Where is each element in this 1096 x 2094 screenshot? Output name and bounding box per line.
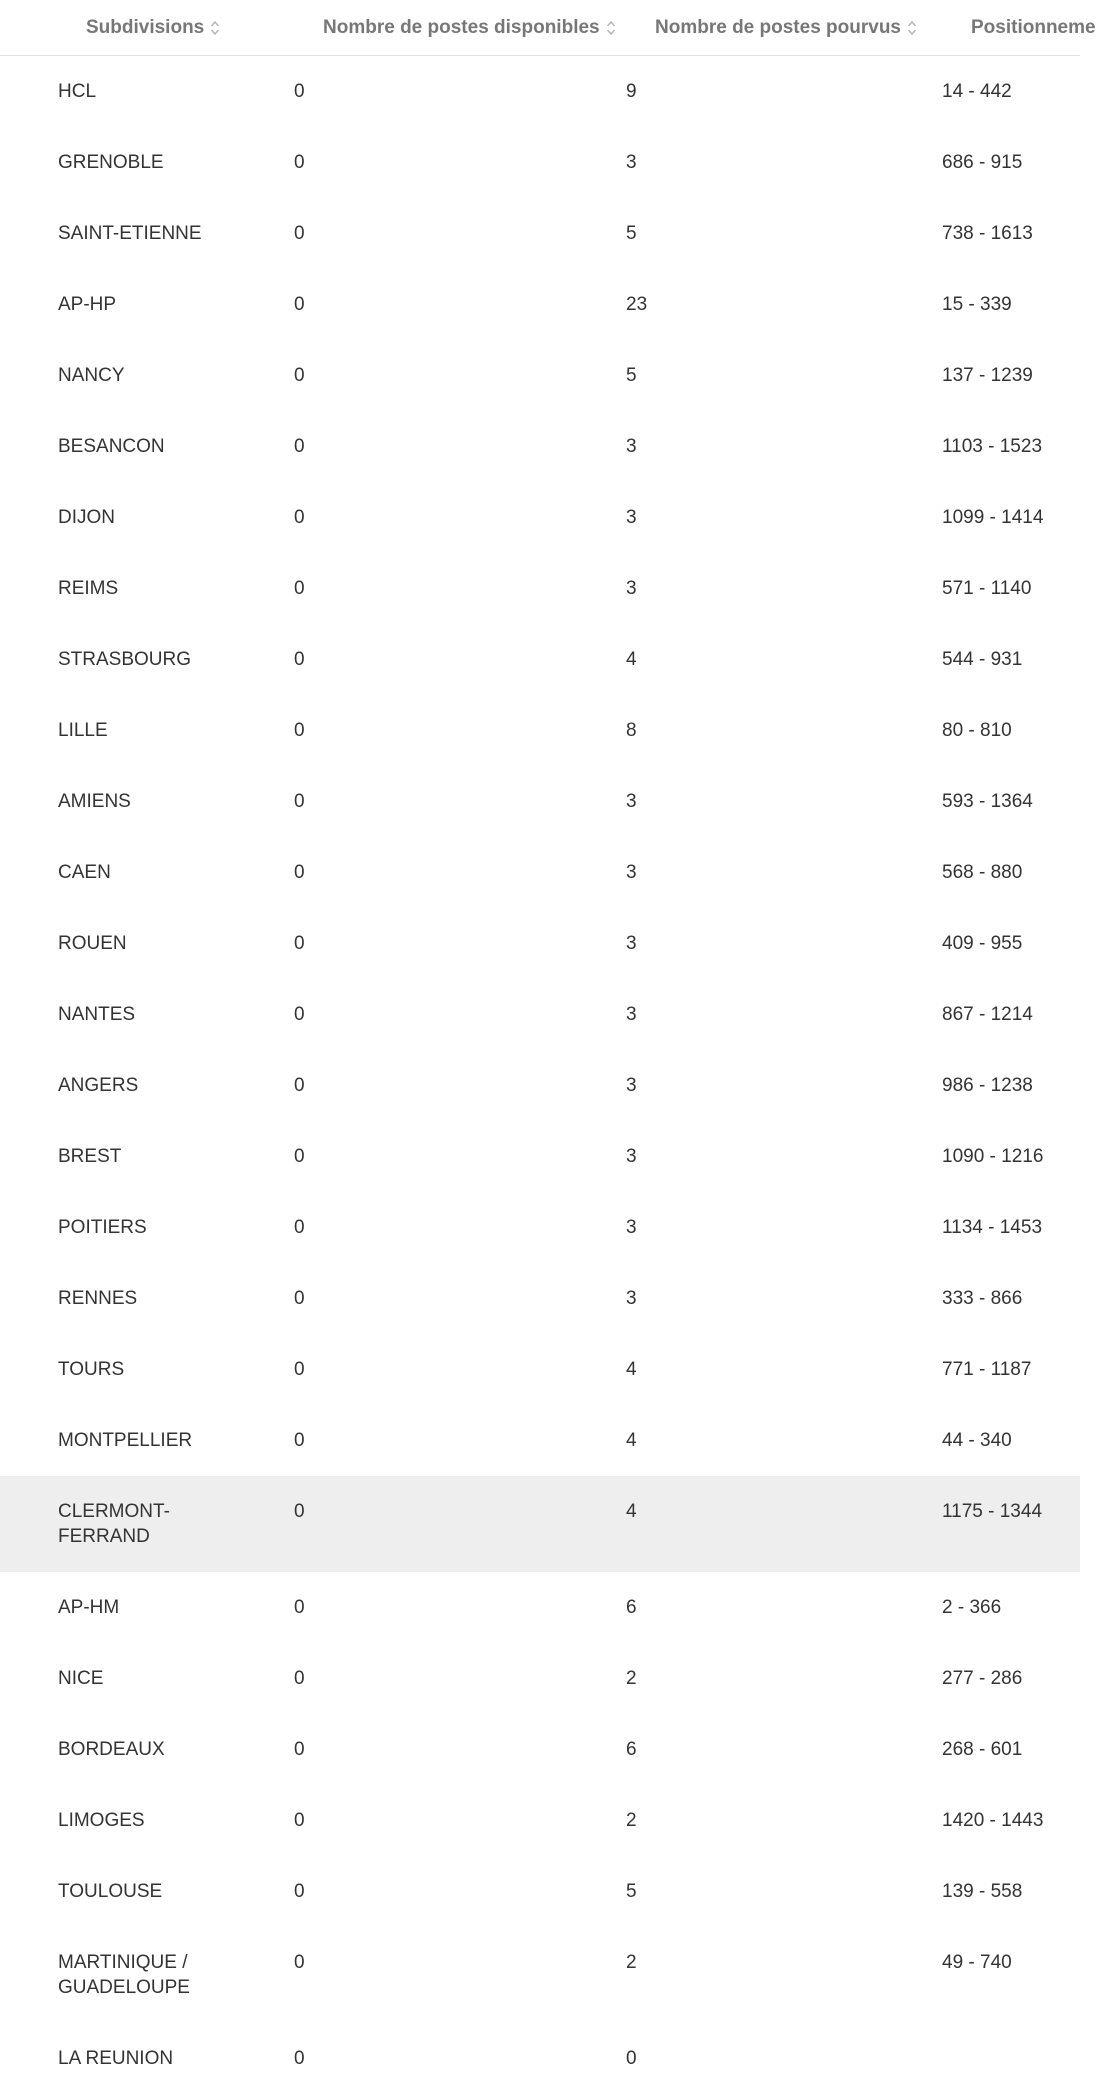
cell-postes-disponibles: 0 xyxy=(294,1430,305,1451)
cell-postes-disponibles: 0 xyxy=(294,1146,305,1167)
cell-subdivision: NANCY xyxy=(58,365,125,386)
table-row[interactable] xyxy=(0,1856,1080,1927)
cell-postes-disponibles: 0 xyxy=(294,2048,305,2069)
cell-postes-pourvus: 3 xyxy=(626,791,637,812)
cell-positionnement: 738 - 1613 xyxy=(942,223,1033,244)
cell-subdivision: TOURS xyxy=(58,1359,125,1380)
cell-positionnement: 49 - 740 xyxy=(942,1952,1012,1973)
cell-postes-disponibles: 0 xyxy=(294,649,305,670)
cell-postes-disponibles: 0 xyxy=(294,507,305,528)
cell-postes-pourvus: 3 xyxy=(626,436,637,457)
cell-positionnement: 139 - 558 xyxy=(942,1881,1023,1902)
cell-postes-pourvus: 3 xyxy=(626,1075,637,1096)
table-body xyxy=(0,56,1080,2094)
table-row[interactable] xyxy=(0,979,1080,1050)
cell-postes-disponibles: 0 xyxy=(294,81,305,102)
cell-subdivision: NANTES xyxy=(58,1004,136,1025)
cell-positionnement: 409 - 955 xyxy=(942,933,1023,954)
table-row[interactable] xyxy=(0,269,1080,340)
cell-postes-pourvus: 2 xyxy=(626,1810,637,1831)
cell-postes-disponibles: 0 xyxy=(294,436,305,457)
table-row[interactable] xyxy=(0,482,1080,553)
cell-postes-disponibles: 0 xyxy=(294,862,305,883)
cell-postes-pourvus: 0 xyxy=(626,2048,637,2069)
cell-positionnement: 14 - 442 xyxy=(942,81,1012,102)
cell-positionnement: 15 - 339 xyxy=(942,294,1012,315)
table-row[interactable] xyxy=(0,1927,1080,2023)
cell-positionnement: 986 - 1238 xyxy=(942,1075,1033,1096)
cell-postes-pourvus: 3 xyxy=(626,1217,637,1238)
column-header-label: Positionneme xyxy=(971,16,1096,38)
cell-subdivision: SAINT-ETIENNE xyxy=(58,223,202,244)
cell-subdivision: RENNES xyxy=(58,1288,138,1309)
column-header-subdivisions[interactable] xyxy=(86,0,220,55)
cell-postes-disponibles: 0 xyxy=(294,1217,305,1238)
cell-subdivision: CLERMONT-FERRAND xyxy=(58,1501,170,1547)
table-row[interactable] xyxy=(0,1476,1080,1572)
cell-subdivision: GRENOBLE xyxy=(58,152,164,173)
cell-postes-pourvus: 5 xyxy=(626,365,637,386)
cell-postes-pourvus: 5 xyxy=(626,223,637,244)
table-row[interactable] xyxy=(0,1405,1080,1476)
cell-positionnement: 1175 - 1344 xyxy=(942,1501,1043,1522)
cell-subdivision: TOULOUSE xyxy=(58,1881,163,1902)
table-row[interactable] xyxy=(0,1263,1080,1334)
cell-subdivision: STRASBOURG xyxy=(58,649,192,670)
cell-subdivision: LA REUNION xyxy=(58,2048,174,2069)
cell-postes-pourvus: 6 xyxy=(626,1597,637,1618)
cell-postes-pourvus: 6 xyxy=(626,1739,637,1760)
cell-subdivision: MONTPELLIER xyxy=(58,1430,193,1451)
table-row[interactable] xyxy=(0,1643,1080,1714)
table-row[interactable] xyxy=(0,908,1080,979)
cell-subdivision: HCL xyxy=(58,81,97,102)
cell-subdivision: CAEN xyxy=(58,862,111,883)
table-row[interactable] xyxy=(0,1785,1080,1856)
cell-postes-pourvus: 4 xyxy=(626,1430,637,1451)
cell-postes-pourvus: 2 xyxy=(626,1668,637,1689)
table-row[interactable] xyxy=(0,56,1080,127)
cell-postes-disponibles: 0 xyxy=(294,223,305,244)
sort-icon xyxy=(907,18,917,38)
table-header xyxy=(0,0,1096,56)
column-header-label: Nombre de postes pourvus xyxy=(655,16,901,38)
table-row[interactable] xyxy=(0,198,1080,269)
cell-postes-pourvus: 23 xyxy=(626,294,648,315)
cell-positionnement: 44 - 340 xyxy=(942,1430,1012,1451)
table-row[interactable] xyxy=(0,837,1080,908)
cell-postes-disponibles: 0 xyxy=(294,791,305,812)
column-header-label: Subdivisions xyxy=(86,16,205,38)
cell-postes-pourvus: 3 xyxy=(626,578,637,599)
cell-positionnement: 568 - 880 xyxy=(942,862,1023,883)
cell-positionnement: 1099 - 1414 xyxy=(942,507,1044,528)
cell-postes-disponibles: 0 xyxy=(294,365,305,386)
table-row[interactable] xyxy=(0,695,1080,766)
cell-subdivision: BESANCON xyxy=(58,436,165,457)
sort-icon xyxy=(210,18,220,38)
table-row[interactable] xyxy=(0,1192,1080,1263)
cell-positionnement: 2 - 366 xyxy=(942,1597,1002,1618)
cell-subdivision: NICE xyxy=(58,1668,104,1689)
table-row[interactable] xyxy=(0,1050,1080,1121)
sort-icon xyxy=(606,18,616,38)
cell-postes-disponibles: 0 xyxy=(294,1881,305,1902)
table-row[interactable] xyxy=(0,766,1080,837)
cell-positionnement: 867 - 1214 xyxy=(942,1004,1033,1025)
cell-subdivision: ANGERS xyxy=(58,1075,139,1096)
cell-postes-pourvus: 4 xyxy=(626,649,637,670)
cell-postes-disponibles: 0 xyxy=(294,1004,305,1025)
cell-positionnement: 1103 - 1523 xyxy=(942,436,1043,457)
cell-subdivision: DIJON xyxy=(58,507,115,528)
cell-postes-pourvus: 3 xyxy=(626,507,637,528)
cell-positionnement: 544 - 931 xyxy=(942,649,1023,670)
cell-postes-disponibles: 0 xyxy=(294,1668,305,1689)
cell-postes-pourvus: 8 xyxy=(626,720,637,741)
cell-subdivision: AP-HP xyxy=(58,294,117,315)
cell-postes-pourvus: 3 xyxy=(626,862,637,883)
cell-postes-pourvus: 4 xyxy=(626,1501,637,1522)
cell-postes-pourvus: 3 xyxy=(626,152,637,173)
column-header-label: Nombre de postes disponibles xyxy=(323,16,600,38)
cell-postes-disponibles: 0 xyxy=(294,1288,305,1309)
table-row[interactable] xyxy=(0,127,1080,198)
cell-postes-disponibles: 0 xyxy=(294,578,305,599)
cell-positionnement: 571 - 1140 xyxy=(942,578,1032,599)
cell-postes-disponibles: 0 xyxy=(294,294,305,315)
cell-postes-disponibles: 0 xyxy=(294,1501,305,1522)
cell-postes-pourvus: 2 xyxy=(626,1952,637,1973)
table-row[interactable] xyxy=(0,411,1080,482)
cell-postes-disponibles: 0 xyxy=(294,1359,305,1380)
cell-subdivision: BORDEAUX xyxy=(58,1739,165,1760)
cell-positionnement: 1134 - 1453 xyxy=(942,1217,1043,1238)
cell-subdivision: MARTINIQUE / GUADELOUPE xyxy=(58,1952,190,1998)
cell-subdivision: POITIERS xyxy=(58,1217,147,1238)
cell-positionnement: 80 - 810 xyxy=(942,720,1012,741)
cell-positionnement: 1090 - 1216 xyxy=(942,1146,1044,1167)
cell-subdivision: AMIENS xyxy=(58,791,131,812)
cell-postes-pourvus: 4 xyxy=(626,1359,637,1380)
cell-postes-disponibles: 0 xyxy=(294,933,305,954)
cell-postes-disponibles: 0 xyxy=(294,1739,305,1760)
cell-positionnement: 137 - 1239 xyxy=(942,365,1033,386)
cell-positionnement: 333 - 866 xyxy=(942,1288,1023,1309)
cell-postes-disponibles: 0 xyxy=(294,720,305,741)
cell-subdivision: BREST xyxy=(58,1146,122,1167)
cell-positionnement: 277 - 286 xyxy=(942,1668,1023,1689)
cell-postes-pourvus: 9 xyxy=(626,81,637,102)
cell-postes-disponibles: 0 xyxy=(294,1075,305,1096)
column-header-positionnement[interactable] xyxy=(971,0,1096,55)
table-row[interactable] xyxy=(0,1714,1080,1785)
table-row[interactable] xyxy=(0,553,1080,624)
table-row[interactable] xyxy=(0,340,1080,411)
cell-postes-disponibles: 0 xyxy=(294,1597,305,1618)
cell-postes-pourvus: 3 xyxy=(626,1288,637,1309)
cell-positionnement: 686 - 915 xyxy=(942,152,1023,173)
cell-subdivision: LIMOGES xyxy=(58,1810,145,1831)
cell-subdivision: ROUEN xyxy=(58,933,127,954)
table-row[interactable] xyxy=(0,1334,1080,1405)
cell-positionnement: 593 - 1364 xyxy=(942,791,1033,812)
cell-postes-disponibles: 0 xyxy=(294,152,305,173)
column-header-postes-disponibles[interactable] xyxy=(323,0,616,55)
column-header-postes-pourvus[interactable] xyxy=(655,0,917,55)
table-row[interactable] xyxy=(0,624,1080,695)
cell-postes-pourvus: 5 xyxy=(626,1881,637,1902)
cell-subdivision: REIMS xyxy=(58,578,119,599)
cell-subdivision: AP-HM xyxy=(58,1597,120,1618)
cell-postes-disponibles: 0 xyxy=(294,1810,305,1831)
cell-postes-pourvus: 3 xyxy=(626,1146,637,1167)
table-row[interactable] xyxy=(0,2023,1080,2094)
cell-positionnement: 1420 - 1443 xyxy=(942,1810,1044,1831)
cell-subdivision: LILLE xyxy=(58,720,108,741)
cell-postes-pourvus: 3 xyxy=(626,933,637,954)
cell-positionnement: 268 - 601 xyxy=(942,1739,1023,1760)
table-row[interactable] xyxy=(0,1121,1080,1192)
cell-positionnement: 771 - 1187 xyxy=(942,1359,1032,1380)
cell-postes-pourvus: 3 xyxy=(626,1004,637,1025)
table-row[interactable] xyxy=(0,1572,1080,1643)
cell-postes-disponibles: 0 xyxy=(294,1952,305,1973)
